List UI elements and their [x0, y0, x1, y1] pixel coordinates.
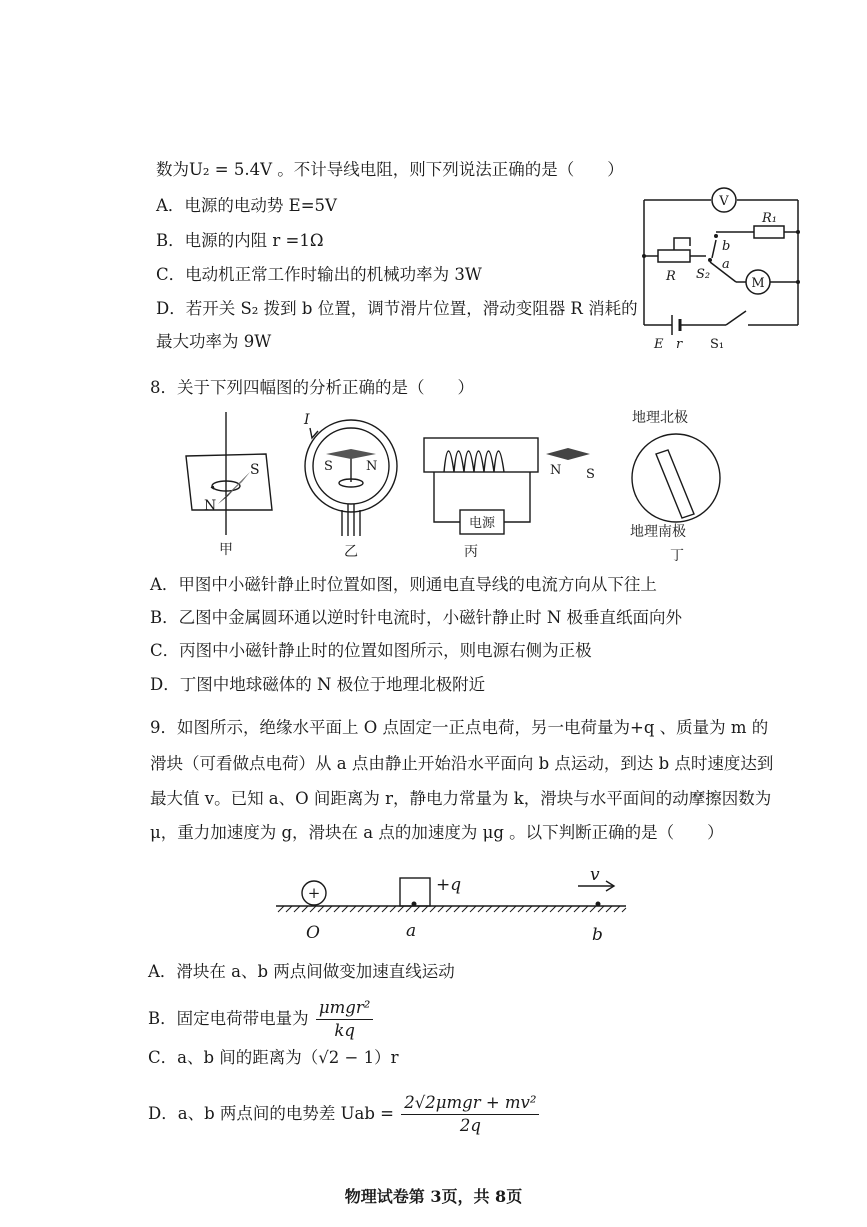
q8-figure-jia [184, 410, 276, 560]
page-footer: 物理试卷第 3页，共 8页 [344, 1187, 523, 1206]
rheostat-label: R [666, 269, 676, 284]
pos-a-label: a [722, 257, 730, 272]
q9-option-a: A．滑块在 a、b 两点间做变加速直线运动 [148, 962, 455, 981]
q7-option-a: A．电源的电动势 E=5V [156, 196, 337, 215]
geo-south-label: 地理南极 [630, 524, 686, 540]
q9-stem-line-1: 9．如图所示，绝缘水平面上 O 点固定一正点电荷，另一电荷量为+q 、质量为 m 的 [150, 718, 769, 737]
bing-north-label: N [550, 463, 562, 478]
switch1-label: S₁ [710, 337, 725, 352]
q7-stem-tail: 数为U₂ = 5.4V 。不计导线电阻，则下列说法正确的是（ ） [156, 160, 624, 179]
q8-option-b: B．乙图中金属圆环通以逆时针电流时，小磁针静止时 N 极垂直纸面向外 [150, 608, 683, 627]
geo-north-label: 地理北极 [632, 410, 688, 426]
jia-north-label: N [204, 498, 217, 514]
q7-circuit-diagram [636, 182, 806, 352]
q9-option-d-fraction [401, 1092, 539, 1137]
q9-option-b-fraction [316, 997, 373, 1042]
current-label: I [304, 412, 310, 428]
point-O-label: O [306, 923, 320, 943]
q8-option-c: C．丙图中小磁针静止时的位置如图所示，则电源右侧为正极 [150, 641, 592, 660]
internal-r-label: r [676, 337, 683, 352]
q9-option-b-denominator: kq [334, 1021, 355, 1040]
q7-option-c: C．电动机正常工作时输出的机械功率为 3W [156, 265, 482, 284]
emf-label: E [654, 337, 664, 352]
q9-slider-diagram [272, 866, 632, 946]
bing-south-label: S [586, 467, 595, 482]
q7-option-d-cont: 最大功率为 9W [156, 332, 272, 351]
jia-south-label: S [250, 462, 260, 478]
plus-charge-symbol: + [307, 884, 321, 902]
q9-option-b-prefix: B．固定电荷带电量为 [148, 1009, 309, 1028]
yi-north-label: N [366, 459, 378, 474]
q7-option-d: D．若开关 S₂ 拨到 b 位置，调节滑片位置，滑动变阻器 R 消耗的 [156, 299, 638, 318]
r1-label: R₁ [762, 211, 777, 226]
point-a-label: a [406, 921, 417, 941]
q9-option-d-numerator: 2√2μmgr + mv² [401, 1092, 539, 1115]
voltmeter-label: V [719, 194, 729, 209]
velocity-label: v [590, 866, 600, 885]
caption-jia: 甲 [219, 542, 233, 558]
motor-label: M [751, 276, 765, 291]
pos-b-label: b [722, 239, 731, 254]
switch2-label: S₂ [696, 267, 711, 282]
q8-figure-yi [296, 406, 406, 560]
q9-option-d-denominator: 2q [459, 1116, 481, 1135]
q9-stem-line-2: 滑块（可看做点电荷）从 a 点由静止开始沿水平面向 b 点运动，到达 b 点时速度达到 [150, 754, 774, 773]
q9-option-d-prefix: D．a、b 两点间的电势差 Uab = [148, 1104, 394, 1123]
q9-option-c: C．a、b 间的距离为（√2 − 1）r [148, 1048, 399, 1067]
q8-option-a: A．甲图中小磁针静止时位置如图，则通电直导线的电流方向从下往上 [150, 575, 657, 594]
point-b-label: b [592, 925, 603, 945]
q8-option-d: D．丁图中地球磁体的 N 极位于地理北极附近 [150, 675, 486, 694]
q9-stem-line-3: 最大值 v。已知 a、O 间距离为 r，静电力常量为 k，滑块与水平面间的动摩擦因数为 [150, 789, 772, 808]
q9-option-b-numerator: μmgr² [316, 997, 373, 1020]
q7-option-b: B．电源的内阻 r =1Ω [156, 231, 324, 250]
q9-option-d [148, 1092, 539, 1137]
q9-option-b [148, 997, 373, 1042]
charge-label: +q [436, 875, 462, 895]
caption-bing: 丙 [464, 544, 478, 560]
q8-figure-bing [420, 428, 620, 560]
power-supply-label: 电源 [468, 516, 496, 531]
yi-south-label: S [324, 459, 333, 474]
caption-ding: 丁 [670, 548, 684, 564]
q8-stem: 8．关于下列四幅图的分析正确的是（ ） [150, 378, 474, 397]
caption-yi: 乙 [344, 544, 358, 560]
q9-stem-line-4: μ，重力加速度为 g，滑块在 a 点的加速度为 μg 。以下判断正确的是（ ） [150, 823, 724, 842]
q8-figure-ding [626, 404, 726, 564]
